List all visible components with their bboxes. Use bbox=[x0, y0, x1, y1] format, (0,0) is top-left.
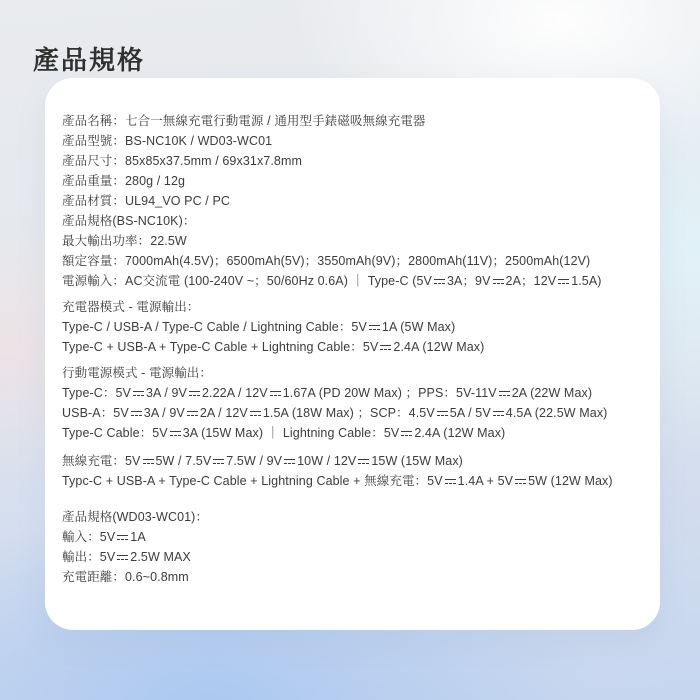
dc-symbol bbox=[131, 411, 142, 416]
dc-symbol bbox=[270, 391, 281, 396]
spec-line-max-output: 最大輸出功率：22.5W bbox=[62, 234, 187, 248]
spec-line-wd03-output: 輸出：5V 2.5W MAX bbox=[62, 550, 191, 564]
spec-line-charger-multi-output: Type-C + USB-A + Type-C Cable + Lightning Cable：5V 2.4A (12W Max) bbox=[62, 340, 485, 354]
spec-line-combined-output: Typc-C + USB-A + Type-C Cable + Lightning Cable + 無線充電：5V 1.4A + 5V 5W (12W Max) bbox=[62, 474, 613, 488]
section-general-specs bbox=[62, 111, 650, 291]
section-powerbank-mode bbox=[62, 363, 650, 443]
spec-header-wd03-wc01: 產品規格(WD03-WC01)： bbox=[62, 510, 209, 524]
dc-symbol bbox=[117, 555, 128, 560]
dc-symbol bbox=[284, 459, 295, 464]
spec-line-usba-output: USB-A：5V 3A / 9V 2A / 12V 1.5A (18W Max) ；SCP：4.5V 5A / 5V 4.5A (22.5W Max) bbox=[62, 406, 608, 420]
spec-line-cable-output: Type-C Cable：5V 3A (15W Max) ｜ Lightning Cable：5V 2.4A (12W Max) bbox=[62, 426, 506, 440]
dc-symbol bbox=[250, 411, 261, 416]
section-charger-mode bbox=[62, 297, 650, 357]
dc-symbol bbox=[189, 391, 200, 396]
spec-header-powerbank-mode: 行動電源模式 - 電源輸出： bbox=[62, 366, 213, 380]
spec-line-wd03-input: 輸入：5V 1A bbox=[62, 530, 146, 544]
dc-symbol bbox=[380, 345, 391, 350]
dc-symbol bbox=[499, 391, 510, 396]
dc-symbol bbox=[117, 535, 128, 540]
spec-line-power-input: 電源輸入：AC交流電 (100-240V ~；50/60Hz 0.6A) ｜ Type-C (5V 3A；9V 2A；12V 1.5A) bbox=[62, 274, 602, 288]
dc-symbol bbox=[493, 279, 504, 284]
spec-line-rated-capacity: 額定容量：7000mAh(4.5V)；6500mAh(5V)；3550mAh(9V)；2800mAh(11V)；2500mAh(12V) bbox=[62, 254, 591, 268]
dc-symbol bbox=[133, 391, 144, 396]
dc-symbol bbox=[558, 279, 569, 284]
page-title: 產品規格 bbox=[33, 45, 146, 76]
spec-line-weight: 產品重量：280g / 12g bbox=[62, 174, 186, 188]
dc-symbol bbox=[369, 325, 380, 330]
dc-symbol bbox=[213, 459, 224, 464]
dc-symbol bbox=[445, 479, 456, 484]
spec-line-charging-distance: 充電距離：0.6~0.8mm bbox=[62, 570, 189, 584]
spec-line-charger-single-output: Type-C / USB-A / Type-C Cable / Lightning Cable：5V 1A (5W Max) bbox=[62, 320, 456, 334]
dc-symbol bbox=[515, 479, 526, 484]
section-wd03-wc01 bbox=[62, 507, 650, 587]
spec-line-typec-output: Type-C：5V 3A / 9V 2.22A / 12V 1.67A (PD 20W Max) ；PPS：5V-11V 2A (22W Max) bbox=[62, 386, 593, 400]
dc-symbol bbox=[434, 279, 445, 284]
dc-symbol bbox=[143, 459, 154, 464]
spec-line-material: 產品材質：UL94_VO PC / PC bbox=[62, 194, 231, 208]
dc-symbol bbox=[493, 411, 504, 416]
spec-line-dimensions: 產品尺寸：85x85x37.5mm / 69x31x7.8mm bbox=[62, 154, 302, 168]
dc-symbol bbox=[187, 411, 198, 416]
dc-symbol bbox=[170, 431, 181, 436]
dc-symbol bbox=[437, 411, 448, 416]
spec-line-product-name: 產品名稱：七合一無線充電行動電源 / 通用型手錶磁吸無線充電器 bbox=[62, 114, 426, 128]
spec-header-bs-nc10k: 產品規格(BS-NC10K)： bbox=[62, 214, 196, 228]
spec-line-model-number: 產品型號：BS-NC10K / WD03-WC01 bbox=[62, 134, 273, 148]
spec-header-charger-mode: 充電器模式 - 電源輸出： bbox=[62, 300, 200, 314]
section-wireless-charging bbox=[62, 451, 650, 491]
product-spec-card bbox=[45, 78, 660, 630]
dc-symbol bbox=[358, 459, 369, 464]
dc-symbol bbox=[401, 431, 412, 436]
spec-line-wireless-output: 無線充電：5V 5W / 7.5V 7.5W / 9V 10W / 12V 15W (15W Max) bbox=[62, 454, 463, 468]
